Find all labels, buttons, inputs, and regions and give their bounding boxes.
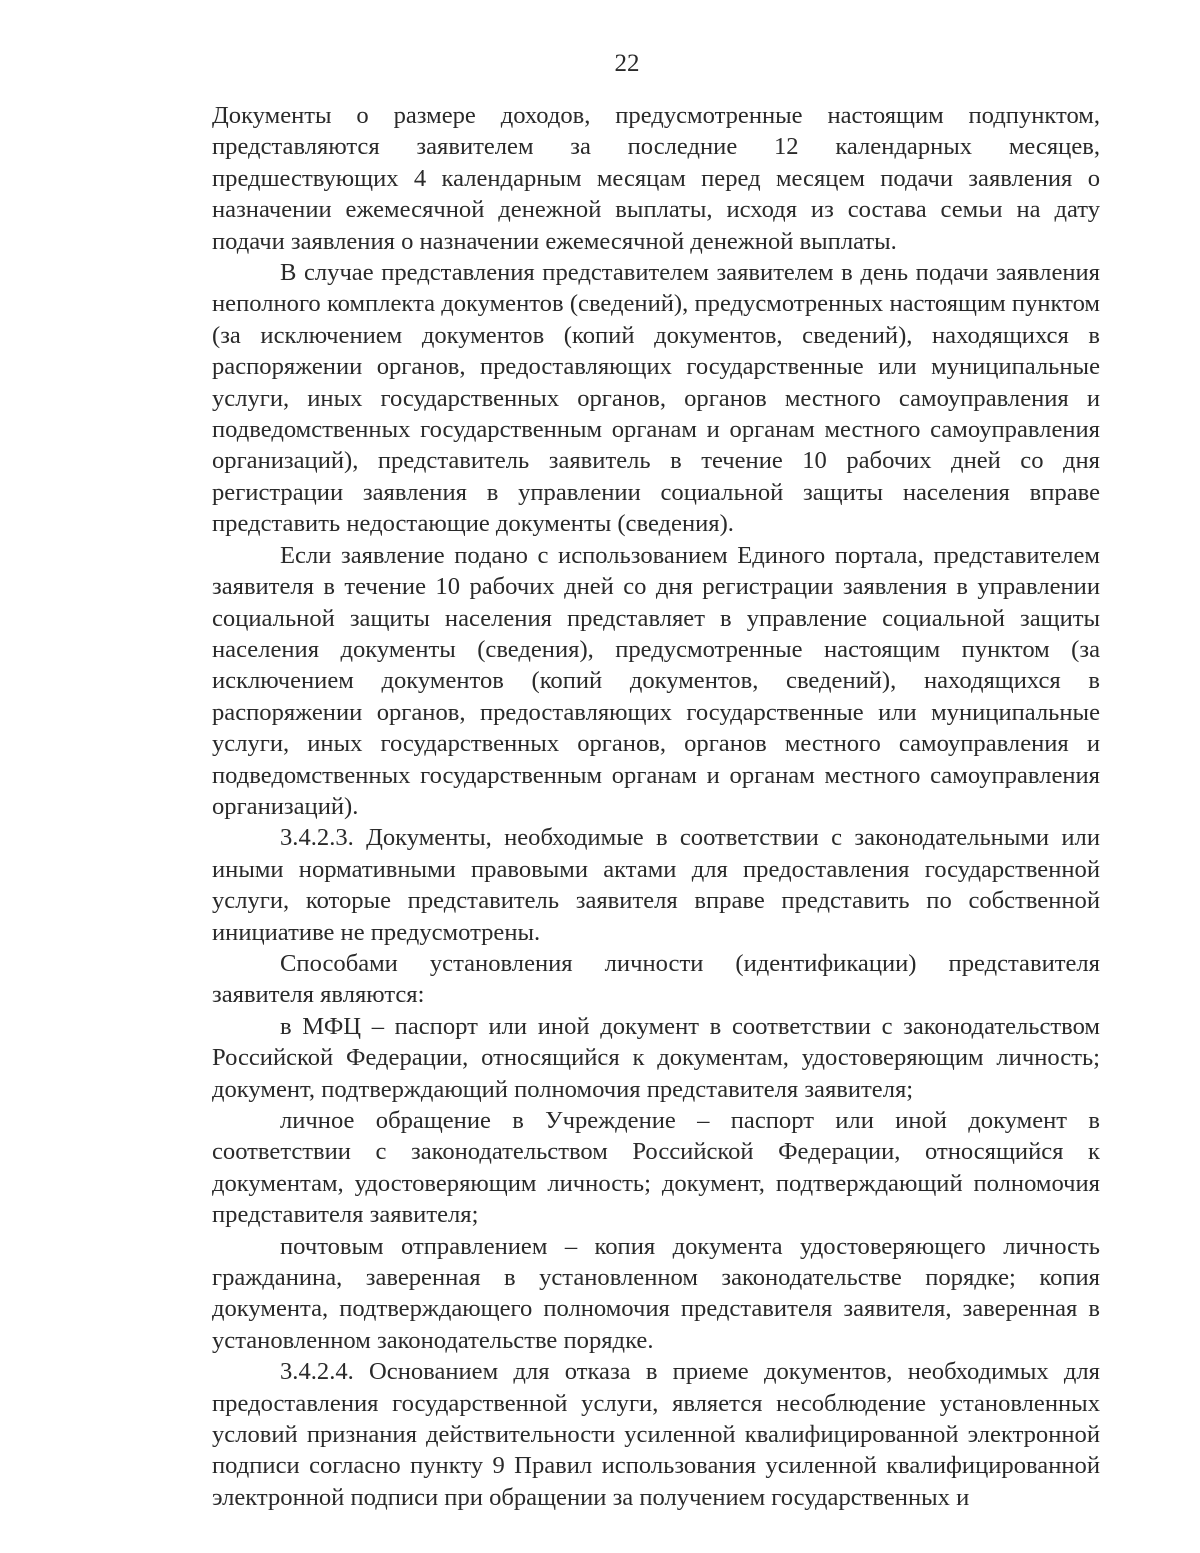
paragraph-income-documents: Документы о размере доходов, предусмотренные настоящим подпунктом, представляются заявителем за последние 12 календарных месяцев, предшествующих 4 календарным месяцам перед месяцем подачи заявления о назначении ежемесячной денежной выплаты, исходя из состава семьи на дату подачи заявления о назначении ежемесячной денежной выплаты. xyxy=(212,102,1100,255)
paragraph-postal-mail: почтовым отправлением – копия документа удостоверяющего личность гражданина, заверенная в установленном законодательстве порядке; копия документа, подтверждающего полномочия представителя заявителя, заверенная в установленном законодательстве порядке. xyxy=(212,1232,1100,1354)
paragraph-personal-visit: личное обращение в Учреждение – паспорт или иной документ в соответствии с законодательством Российской Федерации, относящийся к документам, удостоверяющим личность; документ, подтверждающий полномочия представителя заявителя; xyxy=(212,1107,1100,1229)
page-number: 22 xyxy=(614,50,640,77)
paragraph-mfc: в МФЦ – паспорт или иной документ в соответствии с законодательством Российской Федерации, относящийся к документам, удостоверяющим личность; документ, подтверждающий полномочия представителя заявителя; xyxy=(212,1012,1100,1103)
paragraph-unified-portal: Если заявление подано с использованием Единого портала, представителем заявителя в течение 10 рабочих дней со дня регистрации заявления в управлении социальной защиты населения представляет в управление социальной защиты населения документы (сведения), предусмотренные настоящим пунктом (за исключением документов (копий документов, сведений), находящихся в распоряжении органов, предоставляющих государственные или муниципальные услуги, иных государственных органов, органов местного самоуправления и подведомственных государственным органам и органам местного самоуправления организаций). xyxy=(212,541,1100,820)
paragraph-identification-methods: Способами установления личности (идентификации) представителя заявителя являются: xyxy=(212,949,1100,1009)
paragraph-3-4-2-4: 3.4.2.4. Основанием для отказа в приеме документов, необходимых для предоставления государственной услуги, является несоблюдение установленных условий признания действительности усиленной квалифицированной электронной подписи согласно пункту 9 Правил использования усиленной квалифицированной электронной подписи при обращении за получением государственных и xyxy=(212,1358,1100,1511)
paragraph-incomplete-documents: В случае представления представителем заявителем в день подачи заявления неполного комплекта документов (сведений), предусмотренных настоящим пунктом (за исключением документов (копий документов, сведений), находящихся в распоряжении органов, предоставляющих государственные или муниципальные услуги, иных государственных органов, органов местного самоуправления и подведомственных государственным органам и органам местного самоуправления организаций), представитель заявитель в течение 10 рабочих дней со дня регистрации заявления в управлении социальной защиты населения вправе представить недостающие документы (сведения). xyxy=(212,259,1100,538)
document-body xyxy=(212,100,1100,1513)
paragraph-3-4-2-3: 3.4.2.3. Документы, необходимые в соответствии с законодательными или иными нормативными правовыми актами для предоставления государственной услуги, которые представитель заявителя вправе представить по собственной инициативе не предусмотрены. xyxy=(212,824,1100,946)
